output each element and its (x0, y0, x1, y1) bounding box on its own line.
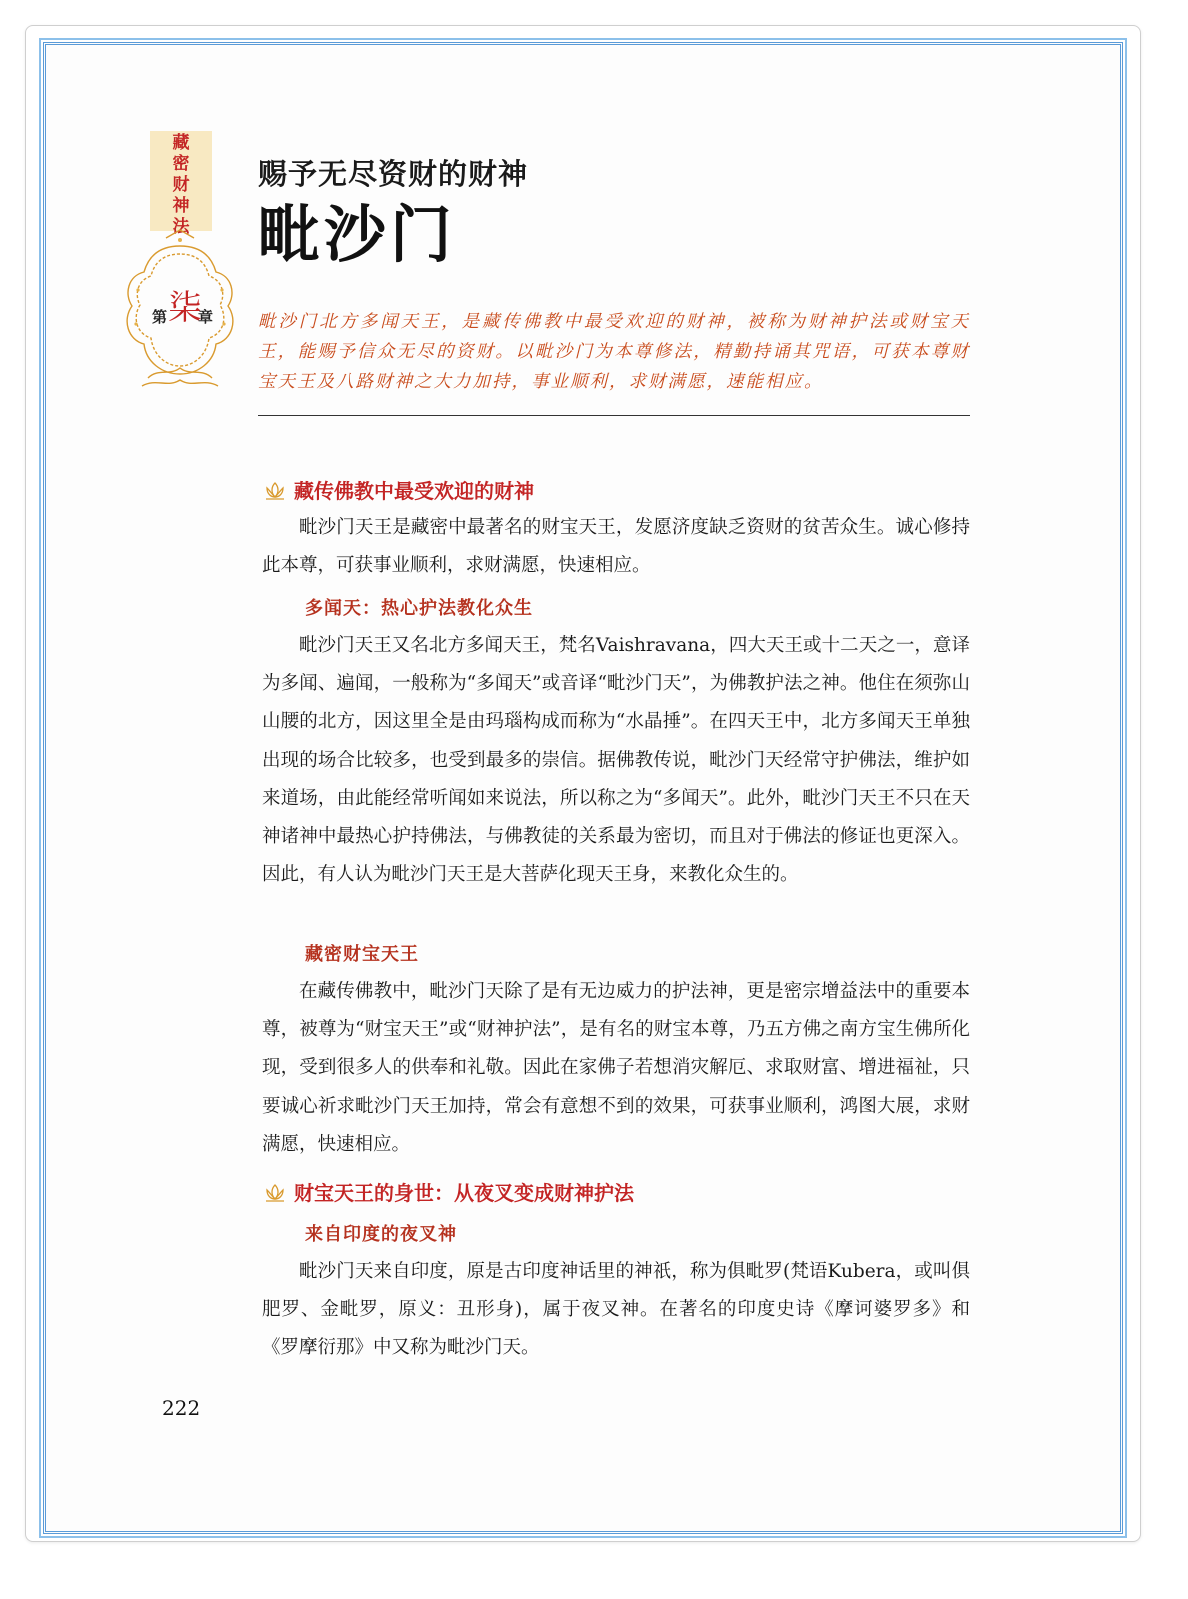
body-paragraph: 毗沙门天王是藏密中最著名的财宝天王，发愿济度缺乏资财的贫苦众生。诚心修持此本尊，可获事业顺利，求财满愿，快速相应。 (262, 517, 970, 577)
subsection-heading: 多闻天：热心护法教化众生 (305, 598, 533, 619)
title-divider (258, 415, 970, 416)
section-heading-text: 藏传佛教中最受欢迎的财神 (294, 479, 534, 503)
body-paragraph: 在藏传佛教中，毗沙门天除了是有无边威力的护法神，更是密宗增益法中的重要本尊，被尊为“财宝天王”或“财神护法”，是有名的财宝本尊，乃五方佛之南方宝生佛所化现，受到很多人的供奉和礼敬。因此在家佛子若想消灾解厄、求取财富、增进福祉，只要诚心祈求毗沙门天王加持，常会有意想不到的效果，可获事业顺利，鸿图大展，求财满愿，快速相应。 (262, 981, 970, 1155)
lotus-icon (262, 480, 288, 502)
chapter-side-tab-label: 藏密财神法 (172, 133, 190, 237)
lotus-icon (262, 1182, 288, 1204)
chapter-suffix: 章 (198, 308, 214, 326)
page-subtitle: 赐予无尽资财的财神 (258, 157, 529, 191)
subsection-heading: 藏密财宝天王 (305, 944, 419, 965)
intro-paragraph: 毗沙门北方多闻天王，是藏传佛教中最受欢迎的财神，被称为财神护法或财宝天王，能赐予信众无尽的资财。以毗沙门为本尊修法，精勤持诵其咒语，可获本尊财宝天王及八路财神之大力加持，事业顺利，求财满愿，速能相应。 (258, 312, 970, 392)
section-heading-text: 财宝天王的身世：从夜叉变成财神护法 (294, 1181, 634, 1205)
chapter-number: 柒 (168, 288, 202, 328)
section-heading (262, 1180, 634, 1206)
page-title: 毗沙门 (258, 198, 457, 271)
page-number: 222 (162, 1396, 201, 1420)
body-paragraph: 毗沙门天来自印度，原是古印度神话里的神祇，称为俱毗罗(梵语Kubera，或叫俱肥罗、金毗罗，原义：丑形身)，属于夜叉神。在著名的印度史诗《摩诃婆罗多》和《罗摩衍那》中又称为毗沙门天。 (262, 1261, 970, 1359)
section-heading (262, 478, 534, 504)
subsection-heading: 来自印度的夜叉神 (305, 1224, 457, 1245)
body-paragraph: 毗沙门天王又名北方多闻天王，梵名Vaishravana，四大天王或十二天之一，意译为多闻、遍闻，一般称为“多闻天”或音译“毗沙门天”，为佛教护法之神。他住在须弥山山腰的北方，因这里全是由玛瑙构成而称为“水晶捶”。在四天王中，北方多闻天王单独出现的场合比较多，也受到最多的崇信。据佛教传说，毗沙门天经常守护佛法，维护如来道场，由此能经常听闻如来说法，所以称之为“多闻天”。此外，毗沙门天王不只在天神诸神中最热心护持佛法，与佛教徒的关系最为密切，而且对于佛法的修证也更深入。因此，有人认为毗沙门天王是大菩萨化现天王身，来教化众生的。 (262, 635, 970, 886)
chapter-prefix: 第 (152, 308, 168, 326)
